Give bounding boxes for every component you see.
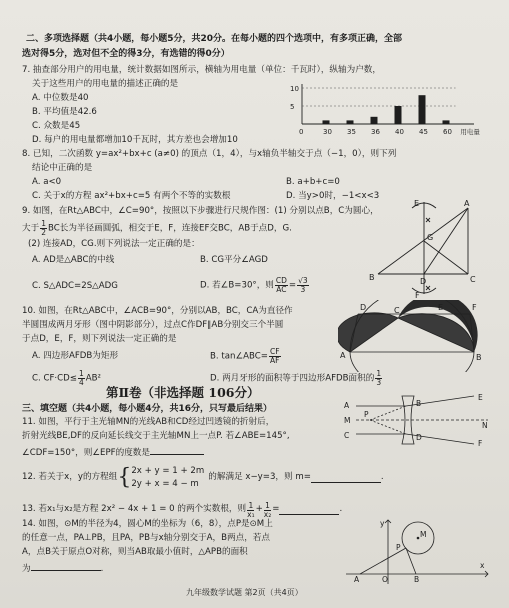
q10-label-f: F	[472, 303, 477, 312]
q7-bar-35	[347, 120, 354, 124]
q8-stem: 8. 已知，二次函数 y=ax²+bx+c (a≠0) 的顶点（1，4），与x轴负半轴交于点（−1，0），则下列	[22, 149, 397, 159]
q10-option-b: B. tan∠ABC= $\frac{CF}{AF}$	[210, 347, 280, 365]
q10-stem3: 于点D，E，F，则下列说法一定正确的是	[22, 334, 177, 344]
q13-answer-blank	[279, 506, 339, 515]
q9-option-b: B. CG平分∠AGD	[200, 255, 268, 265]
section2-header: 二、多项选择题（共4小题，每小题5分，共20分。在每小题的四个选项中，有多项正确，全部	[26, 34, 403, 44]
q10-stem: 10. 如图，在Rt△ABC中，∠ACB=90°，分别以AB，BC，CA为直径作	[22, 306, 293, 316]
q9-option-d: D. 若∠B=30°，则 $\frac{CD}{AC}$ = $\frac{√3}{3}$	[200, 276, 308, 294]
q7-x-tick-3: 36	[371, 128, 380, 136]
q11-label-a: A	[344, 401, 350, 410]
q9-label-d: D	[420, 277, 427, 286]
q7-chart-bars	[323, 95, 450, 124]
q12-equation-1: 2x + y = 1 + 2m	[131, 466, 205, 477]
q14-stem2: 的任意一点，PA⊥PB，且PA，PB与x轴分别交于A，B两点，若点	[22, 533, 270, 543]
q7-chart-ticks	[290, 85, 480, 136]
q9-stem2	[22, 220, 292, 236]
q10-label-e: E	[438, 303, 444, 312]
q7-x-tick-2: 35	[347, 128, 356, 136]
q9-label-c: C	[470, 275, 476, 284]
q11-label-c: C	[344, 431, 350, 440]
q14-stem3: A，点B关于原点O对称，则当AB取最小值时，△APB的面积	[22, 547, 248, 557]
q9-label-e: E	[414, 199, 420, 208]
q11-answer-blank	[150, 446, 204, 455]
q11-label-m: M	[344, 416, 351, 425]
q9-label-g: G	[427, 233, 434, 242]
q10-crescent-figure	[338, 300, 486, 372]
q9-option-a: A. AD是△ABC的中线	[32, 255, 115, 265]
q10-stem2: 半圆围成两月牙形（图中阴影部分），过点C作DF∥AB分别交三个半圆	[22, 320, 284, 330]
q11-lens-figure	[342, 392, 492, 448]
q7-x-tick-5: 45	[419, 128, 428, 136]
q9-label-a: A	[464, 199, 470, 208]
part2-title: 第Ⅱ卷（非选择题 106分）	[106, 385, 260, 400]
q14-stem: 14. 如图，⊙M的半径为4，圆心M的坐标为（6，8），点P是⊙M上	[22, 519, 273, 529]
q7-option-c: C. 众数是45	[32, 121, 81, 131]
q7-y-tick-0: 10	[290, 85, 299, 93]
q9-geometry-figure	[352, 196, 482, 300]
q7-bar-chart	[282, 82, 492, 136]
q12-answer-blank	[311, 474, 381, 483]
q7-chart-axes	[302, 84, 474, 124]
q13-stem: 13. 若x₁与x₂是方程 2x² − 4x + 1 = 0 的两个实数根，则 $\frac{1}{\text{x₁}}$ + $\frac{1}{\text{x₂}}$ = .	[22, 501, 343, 519]
q7-option-b: B. 平均值是42.6	[32, 107, 97, 117]
q14-answer-blank	[31, 562, 101, 571]
q7-bar-40	[395, 106, 402, 124]
q10-option-a: A. 四边形AFDB为矩形	[32, 351, 119, 361]
q7-y-tick-1: 5	[290, 103, 295, 111]
q14-label-x: x	[480, 561, 485, 570]
q14-stem4: 为 .	[22, 564, 104, 574]
q7-bar-30	[323, 120, 330, 124]
q11-label-p: P	[364, 410, 369, 419]
q14-circle-figure	[340, 516, 490, 586]
section2-header-cont: 选对得5分，选对但不全的得3分，有选错的得0分）	[22, 49, 230, 59]
q12-equation-2: 2y + x = 4 − m	[131, 479, 199, 489]
q11-stem3: ∠CDF=150°，则∠EPF的度数是	[22, 446, 204, 459]
q10-option-c: C. CF·CD≤ $\frac{1}{4}$ AB²	[32, 369, 101, 387]
q9-stem: 9. 如图，在Rt△ABC中，∠C=90°，按照以下步骤进行尺规作图：(1) 分别以点B，C为圆心，	[22, 206, 379, 216]
q8-option-c: C. 关于x的方程 ax²+bx+c=5 有两个不等的实数根	[32, 191, 231, 201]
q8-option-a: A. a<0	[32, 177, 62, 187]
q14-label-m: M	[420, 530, 427, 539]
q7-bar-36	[371, 117, 378, 124]
q10-option-d: D. 两月牙形的面积等于四边形AFDB面积的 $\frac{1}{3}$	[210, 369, 382, 387]
q7-stem: 7. 抽查部分用户的用电量，统计数据如图所示，横轴为用电量（单位：千瓦时），纵轴为户数，	[22, 65, 381, 75]
q10-label-c: C	[394, 306, 400, 315]
q11-label-d: D	[416, 433, 422, 442]
q9-stem2-post: BC长为半径画圆弧，相交于E，F，连接EF交BC，AB于点D，G.	[47, 223, 292, 234]
q10-label-b: B	[476, 353, 482, 362]
q9-half-fraction: $\frac{1}{2}$	[41, 219, 46, 237]
q7-x-axis-label: 用电量	[460, 128, 480, 136]
q14-label-p: P	[396, 543, 401, 552]
q11-stem2: 折射光线BE,DF的反向延长线交于主光轴MN上一点P. 若∠ABE=145°,	[22, 431, 290, 441]
q10-label-d: D	[360, 303, 367, 312]
q14-label-b: B	[414, 575, 420, 584]
q12-stem: 12. 若关于x，y的方程组 { 2x + y = 1 + 2m 2y + x = 4 − m 的解满足 x−y=3，则 m= .	[22, 465, 384, 490]
q7-option-a: A. 中位数是40	[32, 93, 89, 103]
q7-x-tick-0: 0	[299, 128, 304, 136]
q7-x-tick-1: 30	[323, 128, 332, 136]
q7-bar-45	[419, 95, 426, 124]
page-footer: 九年级数学试题 第2页（共4页）	[186, 588, 303, 597]
q8-option-d: D. 当y>0时，−1<x<3	[286, 191, 380, 201]
q7-stem2: 关于这些用户的用电量的描述正确的是	[32, 79, 179, 89]
q8-stem2: 结论中正确的是	[32, 163, 93, 173]
q10-label-a: A	[340, 351, 346, 360]
q11-label-n: N	[482, 421, 488, 430]
q9-option-c: C. S△ADC=2S△ADG	[32, 281, 118, 291]
q7-bar-60	[443, 120, 450, 124]
q9-label-b: B	[369, 273, 375, 282]
q14-label-o: O	[382, 575, 388, 584]
q11-label-f: F	[478, 439, 483, 448]
q12-equation-system	[131, 465, 204, 491]
q7-option-d: D. 每户的用电量都增加10千瓦时，其方差也会增加10	[32, 135, 238, 145]
q14-label-a: A	[354, 575, 360, 584]
q11-label-e: E	[478, 393, 483, 402]
q14-label-y: y	[380, 519, 385, 528]
q11-stem: 11. 如图，平行于主光轴MN的光线AB和CD经过凹透镜的折射后，	[22, 417, 275, 427]
q12-brace: {	[117, 465, 132, 490]
q8-option-b: B. a+b+c=0	[286, 177, 340, 187]
q7-x-tick-6: 60	[443, 128, 452, 136]
q9-label-f: F	[415, 291, 420, 300]
section3-header: 三、填空题（共4小题，每小题4分，共16分，只写最后结果）	[22, 404, 273, 414]
q11-label-b: B	[416, 399, 422, 408]
q9-stem3: (2) 连接AD，CG.则下列说法一定正确的是：	[28, 239, 200, 249]
q7-x-tick-4: 40	[395, 128, 404, 136]
q9-stem2-pre: 大于	[22, 223, 40, 234]
